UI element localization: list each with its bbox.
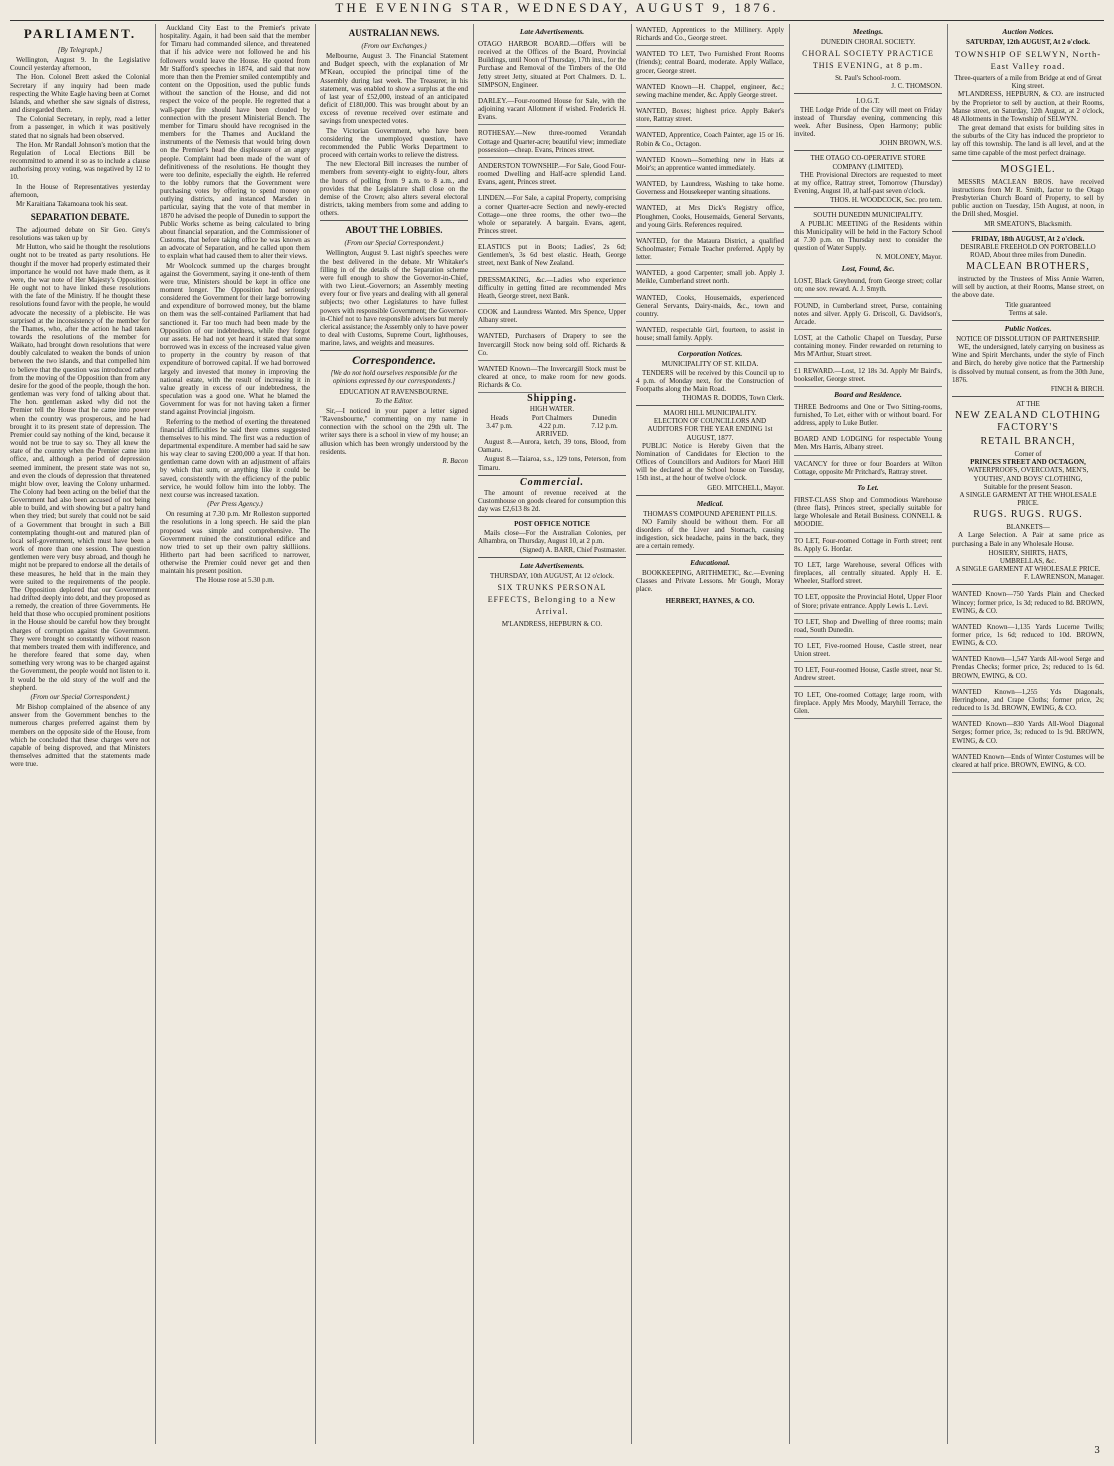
divider (952, 396, 1104, 397)
auction-heading: Auction Notices. (1002, 27, 1054, 36)
column-divider (155, 24, 156, 1444)
paragraph: Mr Karaitiana Takamoana took his seat. (16, 199, 128, 208)
st-kilda-heading: MUNICIPALITY OF ST. KILDA. (661, 360, 759, 369)
paragraph: THE Provisional Directors are requested to meet at my office, Rattray street, Tomorrow (Thursday) Evening, August 10, at half-past seven o'clock. (794, 170, 942, 196)
to-editor: To the Editor. (375, 396, 413, 405)
lobbies-heading: ABOUT THE LOBBIES. (345, 225, 443, 236)
rugs-line: RUGS. RUGS. RUGS. (973, 509, 1083, 521)
classified-ad-text: WANTED Known—1,547 Yards All-wool Serge and Prendas Checks; former price, 2s; reduced to 1s 6d. BROWN, EWING, & CO. (952, 655, 1104, 680)
classified-ad (636, 81, 784, 103)
portobello-heading: DESIRABLE FREEHOLD ON PORTOBELLO ROAD, About three miles from Dunedin. (960, 242, 1096, 259)
tide-time: 3.47 p.m. (486, 421, 513, 430)
column-debate-continued (160, 24, 310, 1444)
classified-ad-text: LINDEN.—For Sale, a capital Property, comprising a corner Quarter-acre Section and newly-erected Cottage—one three rooms, the other two—the whole or separately. A bargain. Evans, agent, Princes street. (478, 194, 626, 235)
classified-ad-text: DRESSMAKING, &c.—Ladies who experience difficulty in getting fitted are recommended Mrs Heath, George street, next Bank. (478, 275, 626, 300)
classified-ad-text: COOK and Laundress Wanted. Mrs Spence, Upper Albany street. (478, 308, 626, 325)
divider (794, 207, 942, 208)
maori-hill-heading: MAORI HILL MUNICIPALITY. (663, 409, 757, 418)
classified-ad (794, 640, 942, 662)
let-ads-list (794, 494, 942, 719)
blankets-line: BLANKETS— (1006, 523, 1050, 532)
lobbies-byline: (From our Special Correspondent.) (344, 239, 444, 248)
paragraph: MESSRS MACLEAN BROS. have received instructions from Mr R. Smith, factor to the Otago Presbyterian Church Board of Property, to sell by public auction on Tuesday, 15th August, at noon, in the Drill shed, Mosgiel. (952, 177, 1104, 219)
letter-signature: R. Bacon (442, 456, 468, 465)
divider (478, 557, 626, 558)
classified-ad (478, 38, 626, 93)
late-ads-list (478, 38, 626, 393)
divider (794, 93, 942, 94)
divider (320, 220, 468, 221)
classified-ad (794, 275, 942, 297)
classified-ad-text: TO LET, Shop and Dwelling of three rooms; main road, South Dunedin. (794, 617, 942, 634)
tide-table (478, 414, 626, 430)
column-divider (631, 24, 632, 1444)
classified-ad-text: WANTED Known—Ends of Winter Costumes will be cleared at half price. BROWN, EWING, & CO. (952, 752, 1104, 769)
classified-ad (636, 48, 784, 78)
manager-signature: F. LAWRENSON, Manager. (1024, 573, 1104, 582)
classified-ad-text: LOST, Black Greyhound, from George street; collar on; one sov. reward. A. J. Smyth. (794, 277, 942, 294)
corner-of: Corner of (1014, 450, 1042, 459)
tide-place: Dunedin (592, 413, 617, 422)
paragraph: Referring to the method of exerting the threatened financial difficulties he said there comes suggested themselves to his mind. The first was a reduction of departmental expenditure. A member had said he saw his way clear to saving £200,000 a year. If that hon. gentleman came down with an adjustment of affairs by which that sum, or anything like it could be saved, consistently with the efficiency of the public service, he would follow him into the lobby. The next course was increased taxation. (160, 417, 310, 499)
classified-ad (478, 192, 626, 239)
divider (636, 554, 784, 555)
education-heading: EDUCATION AT RAVENSBOURNE. (339, 387, 449, 396)
single-garment-line: A SINGLE GARMENT AT THE WHOLESALE PRICE. (959, 490, 1097, 508)
classified-ad-text: WANTED TO LET, Two Furnished Front Rooms (friends); central Board, moderate. Apply Wallace, grocer, George street. (636, 50, 784, 75)
column-parliament (10, 24, 150, 1444)
waterproofs-line: WATERPROOFS, OVERCOATS, MEN'S, YOUTHS', AND BOYS' CLOTHING, (967, 466, 1089, 483)
paragraph: The Hon. Colonel Brett asked the Colonial Secretary if any inquiry had been made respecting the White Eagle having been at Cornet Islands, and whether she saw signals of distress, and disregarded them. (10, 73, 150, 115)
princes-street-octagon: PRINCES STREET AND OCTAGON, (970, 458, 1086, 467)
hosiery-line: HOSIERY, SHIRTS, HATS, (988, 548, 1068, 557)
classified-ad (952, 653, 1104, 683)
classified-ad (478, 241, 626, 271)
classified-ad-text: WANTED, at Mrs Dick's Registry office, Ploughmen, Cooks, Housemaids, General Servants, and young Girls. References required. (636, 204, 784, 229)
classified-ad-text: BOARD AND LODGING for respectable Young Men. Mrs Harris, Albany street. (794, 435, 942, 452)
medical-heading: Medical. (696, 498, 724, 508)
coop-heading: THE OTAGO CO-OPERATIVE STORE COMPANY (LIMITED). (810, 154, 926, 171)
classified-ad (794, 300, 942, 330)
sd-signature: N. MOLONEY, Mayor. (875, 253, 942, 262)
paragraph: NO Family should be without them. For all disorders of the Liver and Stomach, causing indigestion, sick headache, pains in the back, they are a certain remedy. (636, 517, 784, 551)
divider (636, 495, 784, 496)
at-the: AT THE (1016, 400, 1040, 408)
paragraph: Mails close—For the Australian Colonies, per Alhambra, on Thursday, August 10, at 2 p.m. (478, 528, 626, 545)
board-residence-heading: Board and Residence. (834, 389, 902, 399)
paragraph: Auckland City East to the Premier's private hospitality. Again, it had been said that the member for Timaru had commanded silence, and threatened that if his advice were not followed he and his followers would leave the House. He quoted from Mr Stafford's speeches in 1874, and said that now more than then the Premier smiled contemptibly and content on the Opposition, used the public funds without the sanction of the House, and did not respect the voice of the people. He regretted that a wall-paper fire should have been clouded by connection with the present Ministerial Bench. The member for Timaru should have recognised in the members for the Thames and Auckland the instruments of the Nemesis that would bring down on the Premier's head the displeasure of an angry people. Complaint had been made of the want of definitiveness of the resolutions. He thought they were too definite, especially the eighth. He referred to the lobby rumors that the Government were purchasing votes by offering to spend money on outlying districts, and instanced Marsden in particular, saying that the vote of that member in 1870 he advised the people of Dunedin to support the Public Works scheme as being calculated to bring about financial separation, and the Commissioner of Customs, that before taking office he was known as an advocate of Separation, and he called upon them to explain what had caused them to alter their views. (160, 24, 310, 261)
classified-ad-text: VACANCY for three or four Boarders at Wilton Cottage, opposite Mr Pritchard's, Rattray street. (794, 459, 942, 476)
tide-place: Port Chalmers (531, 413, 573, 422)
classified-ad-text: WANTED, Apprentice, Coach Painter, age 15 or 16. Robin & Co., Octagon. (636, 131, 784, 148)
classified-ad (794, 401, 942, 431)
to-let-heading: To Let. (857, 482, 879, 492)
paragraph: Mr Bishop complained of the absence of any answer from the Government benches to the numerous charges preferred against them by members on the opposite side of the House, from which he concluded that these charges were not capable of being disproved, and that Ministers themselves admitted that the statements made were true. (10, 703, 150, 769)
classified-ad (636, 202, 784, 232)
classified-ad-text: TO LET, Five-roomed House, Castle street, near Union street. (794, 641, 942, 659)
parliament-heading: PARLIAMENT. (23, 26, 137, 41)
coop-signature: THOS. H. WOODCOCK, Sec. pro tem. (830, 196, 942, 205)
paragraph: August 8.—Taiaroa, s.s., 129 tons, Peterson, from Timaru. (478, 455, 626, 472)
classified-ad (952, 718, 1104, 748)
paragraph: Mr Woolcock summed up the charges brought against the Government, saying it one-tenth of them were true, Ministers should be kept in office one moment longer. The Opposition had seriously considered the Government for their large borrowing and expenditure of borrowed money, but the blame on them was the self-contained Parliament that had sanctioned it. Far too much had been made by the Opposition of our indebtedness, while they forgot our assets. He had not yet heard it stated that some borrowed was in excess of the increased value given to property in the country by reason of that expenditure of borrowed capital. If we had borrowed largely and invested that money in improving the national estate, with the result of increasing it in value greatly in excess of our indebtedness, the speculation was a good one. What he blamed the Government for was for not having taken a firmer stand against Provincial jingoism. (160, 261, 310, 417)
press-agency-byline: (Per Press Agency.) (207, 500, 263, 509)
classified-ad-text: WANTED, for the Mataura District, a qualified Schoolmaster; Female Teacher preferred. Apply by letter. (636, 236, 784, 262)
mosgiel-heading: MOSGIEL. (1000, 163, 1056, 175)
classified-ad (478, 95, 626, 125)
dissolution-heading: NOTICE OF DISSOLUTION OF PARTNERSHIP. (956, 334, 1100, 343)
classified-ad (952, 588, 1104, 618)
sale-date: THURSDAY, 10th AUGUST, At 12 o'clock. (489, 571, 615, 580)
maclean-brothers-heading: MACLEAN BROTHERS, (966, 261, 1090, 273)
classified-ad-text: WANTED Known—1,255 Yds Diagonals, Herringbone, and Crape Cloths; former price, 2s; reduced to 1s 3d. BROWN, EWING, & CO. (952, 687, 1104, 713)
paragraph: Mr Hutton, who said he thought the resolutions ought not to be treated as party resolutions. He thought if the mover had properly estimated their importance he would not have made them, as it were, the war note of Her Majesty's Opposition. He ought not to have linked these resolutions with the fate of the Ministry. If he thought these resolutions found favor with the people, he would advocate the necessity of a plebiscite. He was surprised at the inconsistency of the member for the Thames, who, after the action he had taken towards the resolutions of the member for Waikato, had brought down resolutions that were doubly calculated to weaken the bonds of union between the two islands, and that compelled him to believe that the question was introduced rather from the moving of the Opposition than from any desire for the good of the people, though the hon. gentleman was very fond of talking about that. The hon. gentleman asked why did not the Premier tell the House that he came into power when the country was prosperous, and he had brought it to its present state of depression. The Premier could say nothing of the kind, because it would not be true to say so. They all knew the state of the country when the Premier came into office, and, although a period of depression seemed imminent, the present state was not so, and even the clouds of depression that threatened might blow over, leaving the Colony unharmed. The Colony had been acting on the belief that the Government had also been accused of not being able to build, and with showing but a paltry hand when they tried; but surely that could not be said of a Government that brought in such a Bill contemplating thought-out and matured plan of local self-government, which must have been a work of more than one session. The question gentlemen were very busy abroad, and though he might not be prepared to endorse all the details of these measures, he held that in the main they were suited to the requirements of the people. The Opposition deplored that our Government had drifted deeply into debt, and they proposed as a remedy, the creation of three Governments. He held that those who occupied prominent positions in the House should be careful how they brought charges of corruption against the Government. They were brought so constantly without reason that members treated them with indifference, and he therefore feared that some day, when something very wrong was to be charged against the Government, the people would not listen to it. It would be the old story of the wolf and the shepherd. (10, 243, 150, 692)
paragraph: WE, the undersigned, lately carrying on business as Wine and Spirit Merchants, under the style of Finch and Birch, do hereby give notice that the Partnership is dissolved by mutual consent, as from the 30th June, 1876. (952, 343, 1104, 384)
retail-branch: RETAIL BRANCH, (980, 436, 1076, 448)
telegraph-byline: [By Telegraph.] (57, 46, 103, 54)
classified-ad (794, 664, 942, 686)
paragraph: A PUBLIC MEETING of the Residents within this Municipality will be held in the Factory School at 7.30 p.m. on Thursday next to consider the question of Water Supply. (794, 219, 942, 252)
classified-ad-text: TO LET, One-roomed Cottage; large room, with fireplace. Apply Mrs Moody, Maryhill Terrace, the Glen. (794, 690, 942, 715)
classified-ad (478, 363, 626, 393)
classified-ad (952, 621, 1104, 651)
classified-ad-text: TO LET, large Warehouse, several Offices with fireplaces, all centrally situated. Apply H. E. Wheeler, Stafford street. (794, 560, 942, 586)
paragraph: In the House of Representatives yesterday afternoon, (10, 182, 150, 199)
classified-ad-text: FOUND, in Cumberland street, Purse, containing notes and silver. Apply G. Driscoll, G. Davidson's, Arcade. (794, 301, 942, 326)
divider (952, 231, 1104, 232)
classified-ad (636, 105, 784, 127)
umbrellas-line: UMBRELLAS, &c. (999, 556, 1057, 565)
divider (952, 160, 1104, 161)
final-signature: HERBERT, HAYNES, & CO. (665, 596, 755, 605)
classified-ad (794, 365, 942, 387)
selwyn-heading: TOWNSHIP OF SELWYN, North-East Valley road. (954, 49, 1102, 72)
classified-ad-text: LOST, at the Catholic Chapel on Tuesday, Purse containing money. Finder rewarded on returning to Mrs M'Arthur, Stuart street. (794, 334, 942, 359)
exchanges-byline: (From our Exchanges.) (361, 42, 427, 50)
classified-ad-text: OTAGO HARBOR BOARD.—Offers will be received at the Offices of the Board, Provincial Buildings, until Noon of Thursday, 17th inst., for the Purchase and Removal of the Timbers of the Old Jetty street Jetty, situated at Port Chalmers. D. L. SIMPSON, Engineer. (478, 40, 626, 89)
classified-ad-text: FIRST-CLASS Shop and Commodious Warehouse (three flats), Princes street, specially suitable for large Wholesale and Retail Business. CONNELL & MOODIE. (794, 495, 942, 529)
classified-ad (794, 591, 942, 613)
dissolution-signature: FINCH & BIRCH. (1050, 384, 1104, 393)
auction-date: SATURDAY, 12th AUGUST, At 2 o'clock. (965, 38, 1091, 46)
choral-signature: J. C. THOMSON. (891, 82, 942, 91)
paragraph: BOOKKEEPING, ARITHMETIC, &c.—Evening Classes and Private Lessons. Mr Gough, Moray place. (636, 568, 784, 593)
page-number: 3 (1094, 1446, 1100, 1456)
paragraph: The new Electoral Bill increases the number of members from seventy-eight to eighty-four, alters the hours of polling from 9 a.m. to 8 a.m., and provides that the Legislature shall close on the demise of the Crown; also alters several electoral districts, taking members from some and adding to others. (320, 160, 468, 218)
parliament-body (10, 56, 150, 208)
sale-auctioneer: M'LANDRESS, HEPBURN & CO. (501, 620, 603, 629)
divider (478, 475, 626, 476)
classified-ad-text: WANTED Known—Something new in Hats at Moir's; an apprentice wanted immediately. (636, 155, 784, 172)
column-meetings (794, 24, 942, 1444)
column-divider (947, 24, 948, 1444)
classified-ad-text: WANTED Known—H. Chappel, engineer, &c.; sewing machine mender, &c. Apply George street. (636, 82, 784, 99)
classified-ad-text: WANTED, Boxes; highest price. Apply Baker's store, Rattray street. (636, 107, 784, 124)
column-australian-news (320, 24, 468, 1444)
column-late-ads (478, 24, 626, 1444)
corporation-heading: Corporation Notices. (677, 349, 743, 359)
divider (794, 150, 942, 151)
single-garment-line-2: A SINGLE GARMENT AT WHOLESALE PRICE. (955, 565, 1101, 574)
paragraph: Sir,—I noticed in your paper a letter signed "Ravensbourne," commenting on my name in connection with the school on the 29th ult. The writer says there is a school in view of my house; an allusion which has been wrongly understood by the residents. (320, 406, 468, 456)
mayor-signature: GEO. MITCHELL, Mayor. (707, 483, 784, 492)
masthead-rule (10, 20, 1104, 21)
classified-ad (794, 616, 942, 638)
classified-ad (794, 535, 942, 557)
separation-debate-heading: SEPARATION DEBATE. (30, 211, 130, 222)
classified-ad (794, 689, 942, 719)
divider (952, 584, 1104, 585)
classified-ad (794, 433, 942, 455)
lost-ads-list (794, 275, 942, 387)
town-clerk-signature: THOMAS R. DODDS, Town Clerk. (682, 394, 784, 402)
classified-ad-text: ROTHESAY.—New three-roomed Verandah Cottage and Quarter-acre; beautiful view; immediate possession—cheap. Evans, Princes street. (478, 129, 626, 154)
smeaton-line: MR SMEATON'S, Blacksmith. (984, 219, 1072, 228)
classified-ad (478, 330, 626, 360)
paragraph: The Hon. Mr Randall Johnson's motion that the Regulation of Local Elections Bill be recommitted to amend it so as to include a clause authorising proxy voting, was negatived by 12 to 10. (10, 140, 150, 182)
postmaster-signature: (Signed) A. BARR, Chief Postmaster. (520, 545, 626, 554)
classified-ad (794, 559, 942, 589)
classified-ad-text: £1 REWARD.—Lost, 12 18s 3d. Apply Mr Baird's, bookseller, George street. (794, 366, 942, 383)
classified-ad (636, 24, 784, 46)
column-auctions (952, 24, 1104, 1444)
classified-ad (636, 178, 784, 200)
classified-ad (478, 306, 626, 328)
classified-ad (794, 494, 942, 533)
classified-ad-text: WANTED, Purchasers of Drapery to see the Invercargill Stock now being sold off. Richards & Co. (478, 332, 626, 357)
australian-news-heading: AUSTRALIAN NEWS. (348, 28, 440, 38)
sale-title: SIX TRUNKS PERSONAL EFFECTS, Belonging to a New Arrival. (487, 583, 617, 617)
meetings-heading: Meetings. (852, 27, 884, 36)
classified-ad (636, 267, 784, 289)
classified-ad-text: WANTED, by Laundress, Washing to take home. Governess and Housekeeper wanting situations. (636, 180, 784, 197)
pills-heading: THOMAS'S COMPOUND APERIENT PILLS. (643, 509, 777, 518)
classified-ad (636, 235, 784, 265)
paragraph: TENDERS will be received by this Council up to 4 p.m. of Monday next, for the Construction of Footpaths along the Main Road. (636, 368, 784, 393)
classified-ad-text: WANTED, respectable Girl, fourteen, to assist in house; small family. Apply. (636, 326, 784, 343)
late-ads-heading-2: Late Advertisements. (519, 560, 585, 570)
classified-ad (636, 154, 784, 176)
divider (320, 350, 468, 351)
classified-ad-text: THREE Bedrooms and One or Two Sitting-rooms, furnished, To Let, either with or without board. For address, apply to Luke Butler. (794, 402, 942, 428)
paragraph: The Victorian Government, who have been considering the unemployed question, have recommended the Public Works Department to proceed with certain works to relieve the distress. (320, 126, 468, 160)
classified-ad-text: TO LET, Four-roomed House, Castle street, near St. Andrew street. (794, 666, 942, 683)
suitable-season: Suitable for the present Season. (983, 482, 1073, 491)
board-ads-list (794, 401, 942, 480)
paragraph: Wellington, August 9. In the Legislative Council yesterday afternoon, (10, 56, 150, 73)
classified-ad-text: ANDERSTON TOWNSHIP.—For Sale, Good Four-roomed Dwelling and Half-acre splendid Land. Evans, agent, Princes street. (478, 161, 626, 187)
masthead: THE EVENING STAR, WEDNESDAY, AUGUST 9, 1876. (335, 0, 779, 15)
paragraph: The Colonial Secretary, in reply, read a letter from a passenger, in which it was positively stated that no signals had been observed. (10, 115, 150, 140)
house-rose-line: The House rose at 5.30 p.m. (195, 576, 275, 585)
correspondence-note: [We do not hold ourselves responsible for the opinions expressed by our correspondents.] (330, 369, 458, 386)
late-ads-heading: Late Advertisements. (519, 27, 585, 36)
column-wanted-ads (636, 24, 784, 1444)
paragraph: On resuming at 7.30 p.m. Mr Rolleston supported the resolutions in a long speech. He said the plan proposed was simple and comprehensive. The Government ruined the constitutional edifice and now tried to set up their own paltry skilliions. Hitherto part had been sacrificed to narrower, otherwise the Premier could never get and then maintain his present position. (160, 510, 310, 576)
classified-ad (478, 127, 626, 157)
commercial-heading: Commercial. (519, 476, 585, 488)
paragraph: The great demand that exists for building sites in the suburbs of the City has induced the proprietor to lay off this township. The land is all level, and at the same time capable of the most perfect drainage. (952, 124, 1104, 157)
classified-ad (478, 274, 626, 304)
classified-ad-text: WANTED Known—1,135 Yards Lucerne Twills; former price, 1s 6d; reduced to 10d. BROWN, EWING, & CO. (952, 622, 1104, 648)
paragraph: Melbourne, August 3. The Financial Statement and Budget speech, with the explanation of Mr M'Kean, occupied the principal time of the Assembly during last week. The Treasurer, in his statement, was enabled to show a surplus at the end of last year of £52,000, instead of an anticipated deficit of £180,000. This was brought about by an excess of revenue received over estimate and savings from unexpected votes. (320, 52, 468, 126)
election-heading: ELECTION OF COUNCILLORS AND AUDITORS FOR THE YEAR ENDING 1st AUGUST, 1877. (647, 417, 773, 442)
selwyn-location: Three-quarters of a mile from Bridge at end of Great King street. (954, 74, 1102, 91)
correspondent-byline: (From our Special Correspondent.) (30, 692, 130, 701)
nz-clothing-heading: NEW ZEALAND CLOTHING FACTORY'S (955, 410, 1101, 434)
choral-practice: CHORAL SOCIETY PRACTICE THIS EVENING, at 8 p.m. (802, 49, 934, 71)
title-guaranteed: Title guaranteed (1005, 300, 1051, 309)
paragraph: The adjourned debate on Sir Geo. Grey's resolutions was taken up by (10, 225, 150, 243)
wanted-ads-list (636, 24, 784, 346)
educational-heading: Educational. (690, 557, 730, 567)
post-office-heading: POST OFFICE NOTICE (514, 520, 590, 529)
paragraph: A Large Selection. A Pair at same price as purchasing a Bale in any Wholesale House. (952, 531, 1104, 548)
classified-ad (636, 324, 784, 346)
paragraph: August 8.—Aurora, ketch, 39 tons, Blood, from Oamaru. (478, 438, 626, 455)
divider (636, 405, 784, 406)
classified-ad (636, 292, 784, 322)
classified-ad (794, 332, 942, 362)
classified-ad (636, 129, 784, 151)
classified-ad-text: WANTED Known—The Invercargill Stock must be cleared at once, to make room for new goods. Richards & Co. (478, 364, 626, 390)
classified-ad (952, 686, 1104, 716)
iogt-signature: JOHN BROWN, W.S. (879, 139, 942, 148)
arrived-heading: ARRIVED. (535, 429, 569, 438)
iogt-heading: I.O.G.T. (856, 97, 880, 106)
terms-at-sale: Terms at sale. (1008, 308, 1048, 317)
high-water-heading: HIGH WATER. (529, 405, 575, 414)
classified-ad-text: TO LET, opposite the Provincial Hotel, Upper Floor of Store; private entrance. Apply Lewis L. Levi. (794, 593, 942, 610)
classified-ad-text: WANTED, Cooks, Housemaids, experienced General Servants, Dairy-maids, &c., town and country. (636, 293, 784, 318)
column-divider (473, 24, 474, 1444)
tide-time: 4.22 p.m. (538, 421, 566, 430)
paragraph: THE Lodge Pride of the City will meet on Friday instead of Thursday evening, commencing this week. After Business, Open Harmony; public invited. (794, 105, 942, 139)
south-dunedin-heading: SOUTH DUNEDIN MUNICIPALITY. (813, 211, 923, 220)
classified-ad-text: WANTED, a good Carpenter; small job. Apply J. Meikle, Cumberland street north. (636, 269, 784, 286)
brown-ewing-ads (952, 588, 1104, 773)
column-divider (315, 24, 316, 1444)
classified-ad (478, 160, 626, 190)
lost-found-heading: Lost, Found, &c. (841, 264, 895, 274)
tide-place: Heads (490, 413, 509, 422)
classified-ad-text: WANTED Known—830 Yards All-Wool Diagonal Serges; former price, 3s; reduced to 1s 9d. BROWN, EWING, & CO. (952, 720, 1104, 745)
tide-time: 7.12 p.m. (591, 421, 618, 430)
column-divider (789, 24, 790, 1444)
paragraph: M'LANDRESS, HEPBURN, & CO. are instructed by the Proprietor to sell by auction, at their Rooms, Manse street, on Saturday, 12th August, at 2 o'clock, 48 Allotments in the Township of SELWYN. (952, 90, 1104, 123)
divider (478, 516, 626, 517)
divider (952, 320, 1104, 321)
choral-society-heading: DUNEDIN CHORAL SOCIETY. (820, 38, 916, 46)
classified-ad-text: DARLEY.—Four-roomed House for Sale, with the adjoining vacant Allotment if wished. Frederick H. Evans. (478, 96, 626, 122)
shipping-heading: Shipping. (527, 393, 577, 405)
public-notices-heading: Public Notices. (1004, 323, 1052, 333)
friday-date: FRIDAY, 18th AUGUST, At 2 o'clock. (971, 234, 1085, 243)
correspondence-heading: Correspondence. (352, 353, 436, 368)
paragraph: Wellington, August 9. Last night's speeches were the best delivered in the debate. Mr Whitaker's filling in of the details of the Separation scheme were full enough to show the Governor-in-Chief, with two Lieut.-Governors; an Assembly meeting every four or five years and dealing with all general subjects; two other Legislatures to have fullest powers with responsible Government; the Governor-in-Chief not to have responsible advisers but merely clerical assistance; the Assembly only to have power to deal with Customs, Supreme Court, lighthouses, marine, laws, and weights and measures. (320, 249, 468, 348)
classified-ad-text: WANTED, Apprentices to the Millinery. Apply Richards and Co., George street. (636, 26, 784, 43)
paragraph: instructed by the Trustees of Miss Annie Warren, will sell by auction, at their Rooms, Manse street, on the above date. (952, 275, 1104, 300)
classified-ad (794, 458, 942, 480)
classified-ad-text: WANTED Known—750 Yards Plain and Checked Wincey; former price, 1s 3d; reduced to 8d. BROWN, EWING, & CO. (952, 590, 1104, 615)
classified-ad-text: TO LET, Four-roomed Cottage in Forth street; rent 8s. Apply G. Hordar. (794, 536, 942, 553)
paragraph: PUBLIC Notice is Hereby Given that the Nomination of Candidates for Election to the Offices of Councillors and Auditors for Maori Hill will be declared at the School house on Tuesday, 15th inst., at the hour of twelve o'clock. (636, 441, 784, 483)
choral-location: St. Paul's School-room. (835, 74, 901, 83)
paragraph: The amount of revenue received at the Customhouse on goods cleared for consumption this day was £2,613 8s 2d. (478, 488, 626, 514)
classified-ad (952, 751, 1104, 773)
classified-ad-text: ELASTICS put in Boots; Ladies', 2s 6d; Gentlemen's, 3s 6d best elastic. Heath, George street, next Bank of New Zealand. (478, 243, 626, 268)
